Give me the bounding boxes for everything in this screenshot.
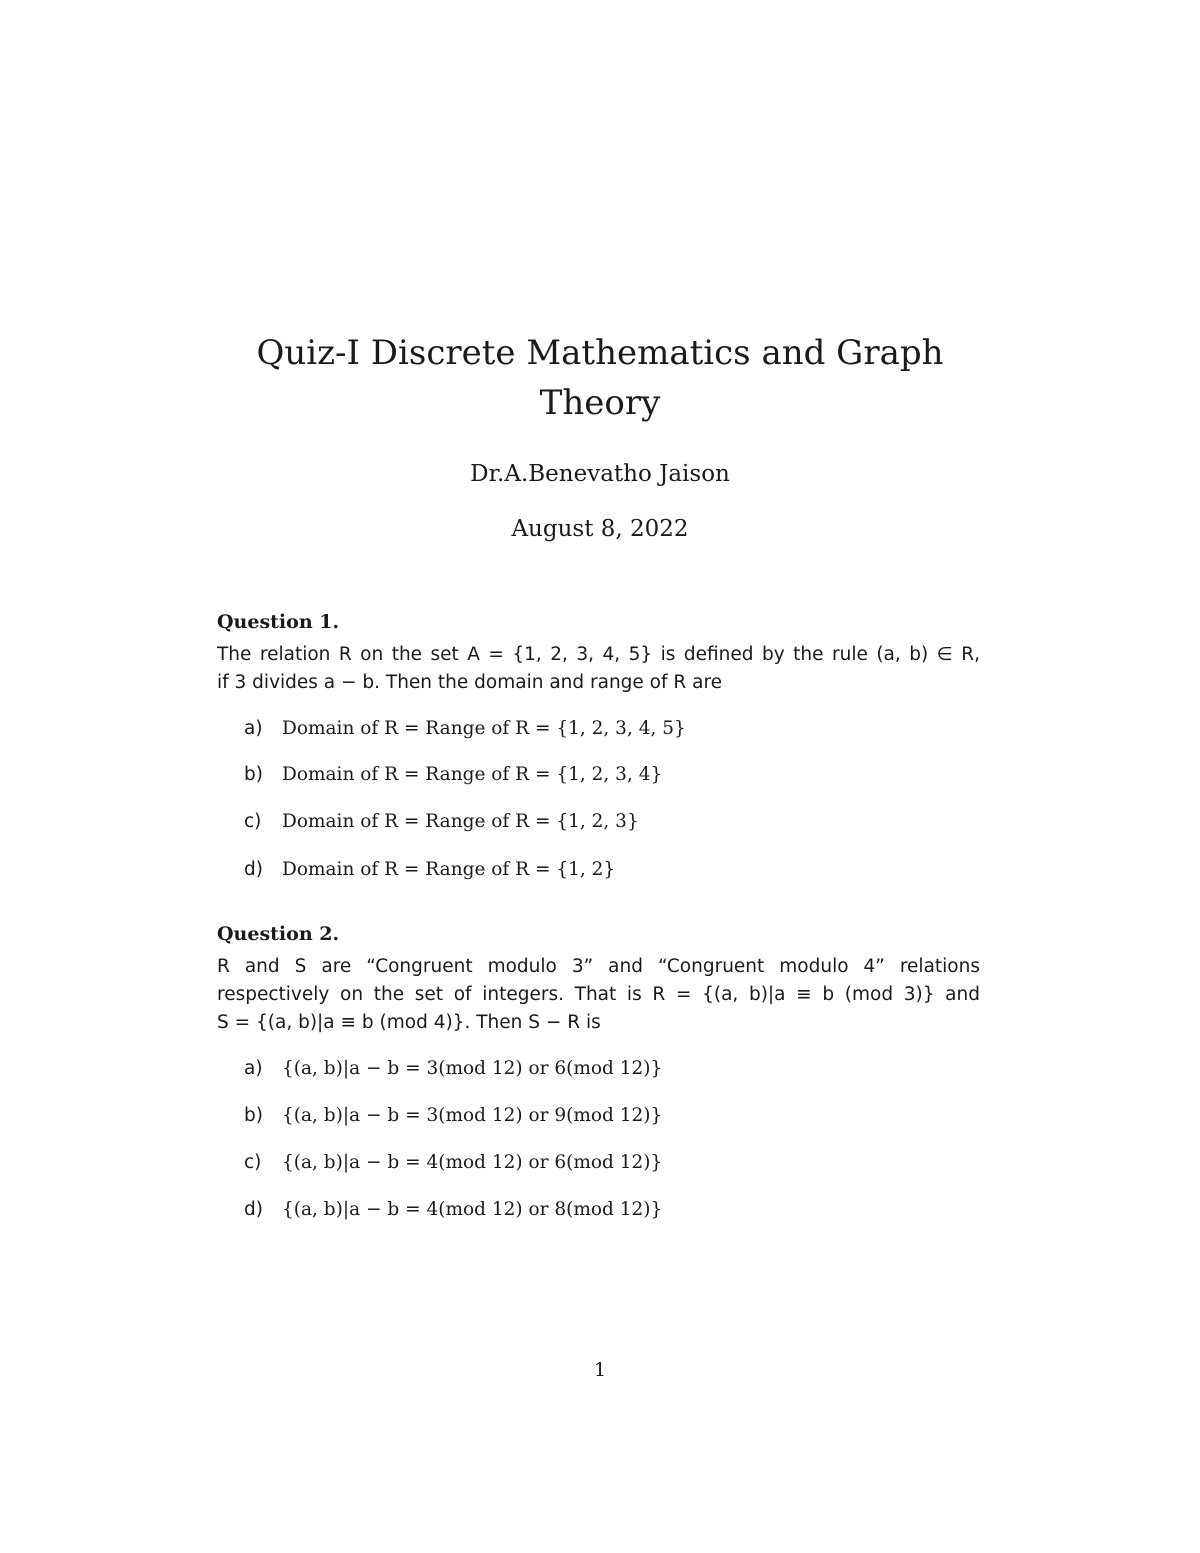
question-1-text	[217, 641, 980, 697]
question-2-line-2: respectively on the set of integers. That is R = {(a, b)|a ≡ b (mod 3)} and	[217, 984, 980, 1005]
question-1-line-1: The relation R on the set A = {1, 2, 3, 4, 5} is defined by the rule (a, b) ∈ R,	[217, 644, 980, 665]
option-text: {(a, b)|a − b = 4(mod 12) or 6(mod 12)}	[282, 1152, 663, 1173]
option-label: d)	[244, 1199, 263, 1220]
option-text: {(a, b)|a − b = 3(mod 12) or 6(mod 12)}	[282, 1058, 663, 1079]
option-label: d)	[244, 859, 263, 880]
question-2-line-3: S = {(a, b)|a ≡ b (mod 4)}. Then S − R is	[217, 1012, 601, 1033]
author: Dr.A.Benevatho Jaison	[470, 461, 730, 487]
option-text: {(a, b)|a − b = 3(mod 12) or 9(mod 12)}	[282, 1105, 663, 1126]
question-2-option-c	[244, 1150, 662, 1176]
option-text: Domain of R = Range of R = {1, 2, 3}	[282, 811, 639, 832]
question-1-option-c	[244, 809, 639, 835]
question-2-line-1: R and S are “Congruent modulo 3” and “Congruent modulo 4” relations	[217, 956, 980, 977]
question-1-option-d	[244, 857, 615, 883]
question-2-option-b	[244, 1103, 662, 1129]
question-1-option-a	[244, 716, 686, 742]
question-2-text	[217, 953, 980, 1037]
question-2-heading: Question 2.	[217, 923, 340, 945]
question-1-option-b	[244, 762, 662, 788]
option-label: a)	[244, 1058, 263, 1079]
option-text: Domain of R = Range of R = {1, 2}	[282, 859, 616, 880]
option-text: Domain of R = Range of R = {1, 2, 3, 4, 5}	[282, 718, 686, 739]
question-1-heading: Question 1.	[217, 611, 340, 633]
option-label: b)	[244, 764, 263, 785]
option-label: b)	[244, 1105, 263, 1126]
option-text: Domain of R = Range of R = {1, 2, 3, 4}	[282, 764, 663, 785]
option-text: {(a, b)|a − b = 4(mod 12) or 8(mod 12)}	[282, 1199, 663, 1220]
option-label: c)	[244, 1152, 262, 1173]
question-2-option-a	[244, 1056, 662, 1082]
page-number: 1	[593, 1359, 607, 1381]
document-title-line-1: Quiz-I Discrete Mathematics and Graph	[256, 333, 944, 373]
question-1-line-2: if 3 divides a − b. Then the domain and range of R are	[217, 672, 723, 693]
document-title-line-2: Theory	[539, 383, 661, 423]
date: August 8, 2022	[511, 516, 689, 542]
option-label: c)	[244, 811, 262, 832]
question-2-option-d	[244, 1197, 662, 1223]
option-label: a)	[244, 718, 263, 739]
